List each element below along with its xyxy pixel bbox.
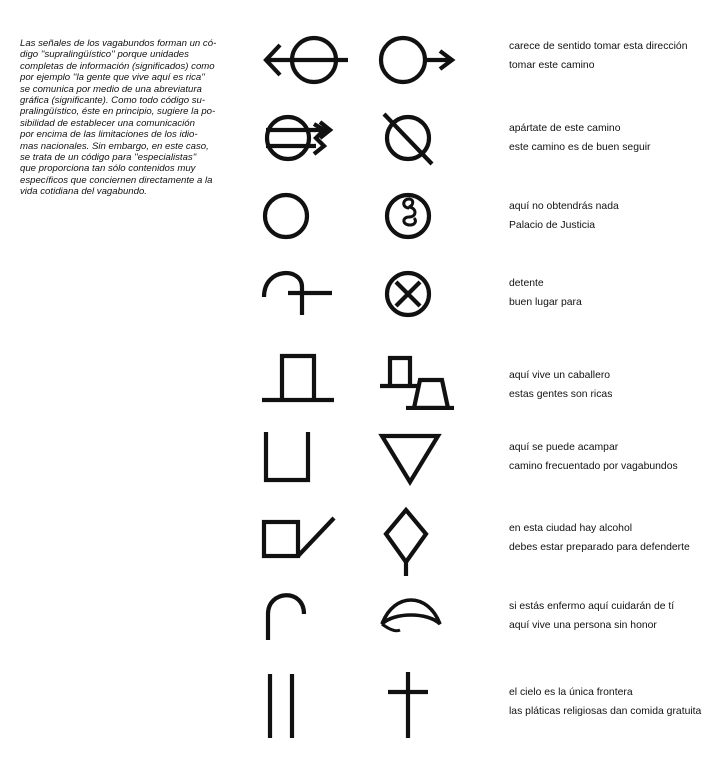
intro-line: sibilidad de establecer una comunicación (20, 117, 195, 129)
caption-group (509, 197, 619, 235)
intro-line: Las señales de los vagabundos forman un có- (20, 38, 217, 49)
intro-line: mas nacionales. Sin embargo, en este caso, (20, 140, 209, 152)
caption-first: aquí se puede acampar (509, 442, 619, 453)
intro-line: vida cotidiana del vagabundo. (20, 186, 147, 198)
box-slash-icon (258, 508, 338, 566)
caption-group (509, 683, 701, 721)
arrow-left-circle-icon (258, 33, 358, 87)
intro-line: por encima de las limitaciones de los idio- (20, 129, 198, 141)
open-box-icon (258, 428, 318, 484)
caption-second: Palacio de Justicia (509, 220, 596, 231)
caption-second: aquí vive una persona sin honor (509, 620, 657, 631)
intro-line: se trata de un código para ''especialistas'' (20, 152, 197, 164)
intro-line: digo ''supralingüístico'' porque unidades (20, 49, 189, 61)
caption-second: buen lugar para (509, 297, 582, 308)
caption-second: este camino es de buen seguir (509, 142, 651, 153)
intro-line: por ejemplo ''la gente que vive aquí es rica'' (20, 72, 205, 84)
caption-first: el cielo es la única frontera (509, 687, 633, 698)
caption-second: tomar este camino (509, 60, 595, 71)
caption-first: en esta ciudad hay alcohol (509, 523, 633, 534)
two-hats-icon (376, 350, 462, 410)
crossed-circle-icon (376, 108, 446, 168)
intro-paragraph (20, 38, 252, 198)
double-bar-icon (258, 670, 318, 742)
circle-x-icon (376, 266, 440, 322)
caption-first: detente (509, 278, 544, 289)
intro-line: pralingüístico, éste en principio, sugiere la po- (20, 106, 216, 118)
caption-group (509, 37, 687, 75)
caption-group (509, 366, 612, 404)
diamond-stem-icon (376, 506, 436, 578)
caption-group (509, 438, 678, 476)
caption-group (509, 274, 582, 312)
caption-group (509, 119, 651, 157)
caption-first: apártate de este camino (509, 123, 621, 134)
crescent-icon (376, 594, 446, 640)
circle-arrow-right-icon (376, 33, 458, 87)
circle-spiral-icon (376, 188, 440, 244)
intro-line: completas de información (significados) como (20, 60, 215, 72)
triangle-down-icon (376, 430, 444, 486)
caption-second: estas gentes son ricas (509, 389, 613, 400)
caption-second: camino frecuentado por vagabundos (509, 461, 678, 472)
intro-line: que proporciona tan sólo contenidos muy (20, 163, 196, 175)
cross-icon (376, 668, 436, 742)
caption-first: aquí no obtendrás nada (509, 201, 619, 212)
caption-group (509, 519, 690, 557)
caption-first: aquí vive un caballero (509, 370, 611, 381)
intro-line: se comunica por medio de una abreviatura (20, 83, 202, 95)
caption-group (509, 597, 674, 635)
intro-line: gráfica (significante). Como todo código su- (20, 95, 206, 107)
caption-first: si estás enfermo aquí cuidarán de tí (509, 601, 675, 612)
top-hat-icon (258, 348, 338, 406)
caption-second: debes estar preparado para defenderte (509, 542, 690, 553)
caption-second: las pláticas religiosas dan comida gratuita (509, 706, 702, 717)
caption-first: carece de sentido tomar esta dirección (509, 41, 688, 52)
intro-line: específicos que conciernen directamente a la (20, 174, 213, 186)
circle-zigzag-arrow-icon (258, 110, 358, 166)
hook-icon (258, 590, 318, 644)
hook-cross-icon (258, 267, 338, 319)
empty-circle-icon (258, 188, 318, 244)
